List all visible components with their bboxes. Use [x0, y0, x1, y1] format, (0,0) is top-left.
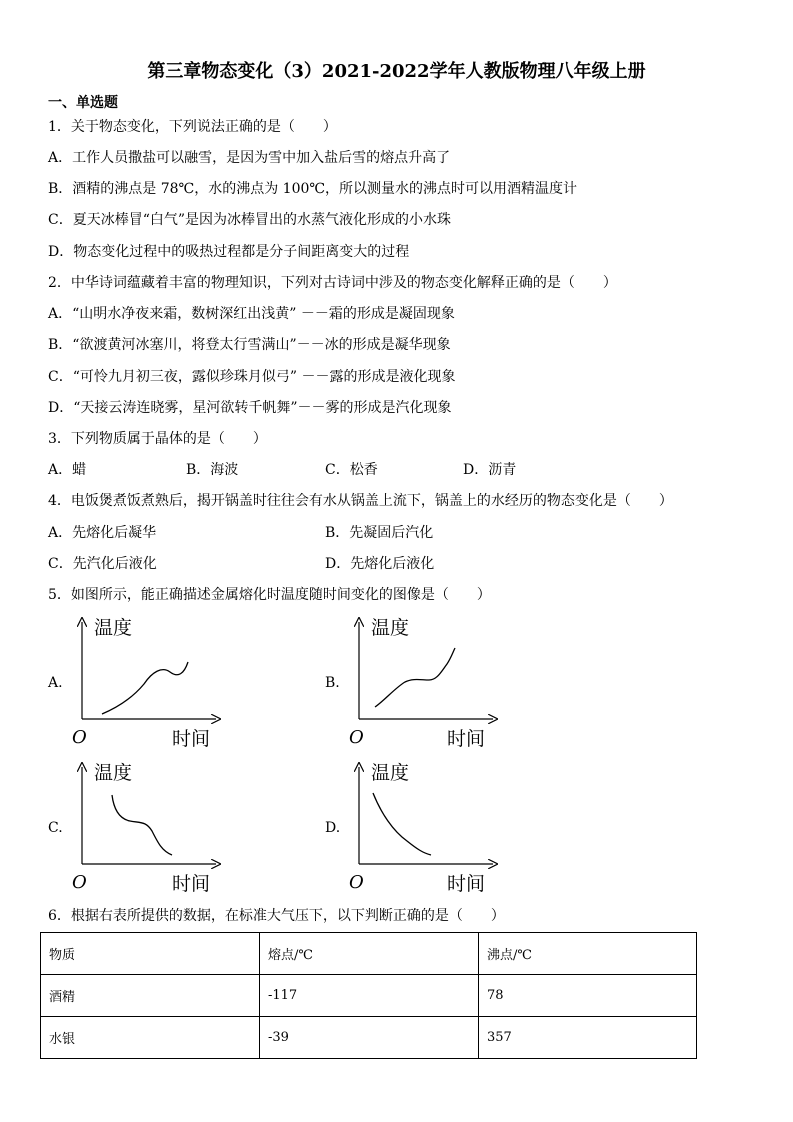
table-cell: -117	[260, 975, 479, 1017]
q2-option-b: B．“欲渡黄河冰塞川，将登太行雪满山”－－冰的形成是凝华现象	[48, 337, 451, 353]
q2-option-a: A．“山明水净夜来霜，数树深红出浅黄” －－霜的形成是凝固现象	[48, 306, 455, 322]
origin-label: O	[349, 727, 364, 748]
graph-b	[343, 612, 503, 752]
q4-option-a: A．先熔化后凝华	[48, 525, 157, 541]
table-row	[41, 1017, 697, 1059]
temperature-curve	[375, 648, 455, 707]
q4-option-b: B．先凝固后汽化	[325, 525, 434, 541]
y-axis-label: 温度	[371, 617, 410, 639]
q1-stem: 1．关于物态变化，下列说法正确的是（ ）	[48, 119, 337, 135]
q2-option-c: C．“可怜九月初三夜，露似珍珠月似弓” －－露的形成是液化现象	[48, 369, 456, 385]
table-row	[41, 975, 697, 1017]
x-axis-label: 时间	[172, 873, 211, 895]
q1-option-c: C．夏天冰棒冒“白气”是因为冰棒冒出的水蒸气液化形成的小水珠	[48, 212, 452, 228]
x-axis-label: 时间	[172, 728, 211, 750]
q1-option-d: D．物态变化过程中的吸热过程都是分子间距离变大的过程	[48, 244, 410, 260]
table-cell: 酒精	[41, 975, 260, 1017]
table-cell: 水银	[41, 1017, 260, 1059]
table-header-cell: 熔点/℃	[260, 933, 479, 975]
q3-option-d: D．沥青	[463, 462, 517, 478]
y-axis-label: 温度	[94, 617, 133, 639]
section-heading: 一、单选题	[48, 95, 118, 111]
q2-stem: 2．中华诗词蕴藏着丰富的物理知识，下列对古诗词中涉及的物态变化解释正确的是（ ）	[48, 275, 617, 291]
temperature-curve	[102, 662, 188, 714]
q3-option-c: C．松香	[325, 462, 378, 478]
q3-option-a: A．蜡	[48, 462, 87, 478]
q5-option-b-label: B.	[325, 675, 340, 691]
graph-a	[66, 612, 226, 752]
graph-d	[343, 757, 503, 897]
q1-option-b: B．酒精的沸点是 78℃，水的沸点为 100℃，所以测量水的沸点时可以用酒精温度计	[48, 181, 578, 197]
temperature-curve	[373, 793, 431, 855]
q6-stem: 6．根据右表所提供的数据，在标准大气压下，以下判断正确的是（ ）	[48, 908, 505, 924]
q5-option-a-label: A.	[48, 675, 63, 691]
q3-option-b: B．海波	[186, 462, 239, 478]
q1-option-a: A．工作人员撒盐可以融雪，是因为雪中加入盐后雪的熔点升高了	[48, 150, 451, 166]
x-axis-label: 时间	[447, 728, 486, 750]
table-cell: -39	[260, 1017, 479, 1059]
q2-option-d: D．“天接云涛连晓雾，星河欲转千帆舞”－－雾的形成是汽化现象	[48, 400, 452, 416]
table-header-cell: 物质	[41, 933, 260, 975]
x-axis-label: 时间	[447, 873, 486, 895]
q5-stem: 5．如图所示，能正确描述金属熔化时温度随时间变化的图像是（ ）	[48, 587, 491, 603]
origin-label: O	[72, 727, 87, 748]
q5-option-c-label: C.	[48, 820, 63, 836]
y-axis-label: 温度	[371, 762, 410, 784]
q5-option-d-label: D.	[325, 820, 341, 836]
q4-stem: 4．电饭煲煮饭煮熟后，揭开锅盖时往往会有水从锅盖上流下，锅盖上的水经历的物态变化是（ ）	[48, 493, 673, 509]
table-cell: 357	[479, 1017, 697, 1059]
y-axis-label: 温度	[94, 762, 133, 784]
q4-option-c: C．先汽化后液化	[48, 556, 157, 572]
table-cell: 78	[479, 975, 697, 1017]
table-header-row	[41, 933, 697, 975]
temperature-curve	[112, 795, 172, 855]
q4-option-d: D．先熔化后液化	[325, 556, 435, 572]
origin-label: O	[349, 872, 364, 893]
page-title: 第三章物态变化（3）2021-2022学年人教版物理八年级上册	[147, 61, 646, 82]
q3-stem: 3．下列物质属于晶体的是（ ）	[48, 431, 267, 447]
graph-c	[66, 757, 226, 897]
origin-label: O	[72, 872, 87, 893]
table-header-cell: 沸点/℃	[479, 933, 697, 975]
data-table	[40, 932, 697, 1059]
